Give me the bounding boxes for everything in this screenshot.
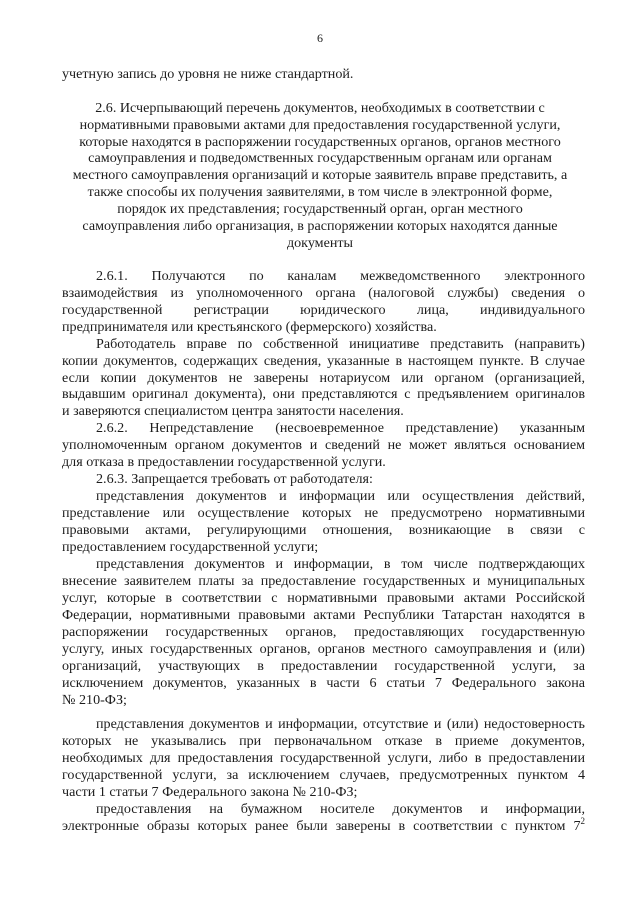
paragraph-line bbox=[96, 801, 585, 818]
section-heading-line bbox=[0, 218, 640, 235]
line-text: копии документов, содержащих сведения, указанные в настоящем пункте. В случае bbox=[62, 353, 585, 369]
paragraph-line bbox=[62, 505, 585, 522]
paragraph-line bbox=[62, 590, 585, 607]
line-text: представления документов и информации или осуществления действий, bbox=[96, 488, 585, 504]
paragraph-line bbox=[62, 658, 585, 675]
paragraph-line bbox=[62, 454, 386, 471]
line-text: самоуправления либо организация, в распоряжении которых находятся данные bbox=[82, 218, 558, 234]
line-text: также способы их получения заявителями, в том числе в электронной форме, bbox=[87, 184, 553, 200]
line-text: которых не указывались при первоначальном отказе в приеме документов, bbox=[62, 733, 585, 749]
line-text: № 210-ФЗ; bbox=[62, 692, 127, 708]
line-text: предпринимателя или крестьянского (фермерского) хозяйства. bbox=[62, 319, 437, 335]
line-text: документы bbox=[286, 235, 354, 251]
section-heading-line bbox=[0, 134, 640, 151]
paragraph-line bbox=[62, 733, 585, 750]
line-text: услуг, которые в соответствии с нормативными правовыми актами Российской bbox=[62, 590, 585, 606]
section-heading-line bbox=[0, 117, 640, 134]
paragraph-line bbox=[62, 403, 404, 420]
line-text: государственной услуги, за исключением случаев, предусмотренных пунктом 4 bbox=[62, 767, 585, 783]
paragraph-line bbox=[62, 319, 437, 336]
line-text: 2.6. Исчерпывающий перечень документов, необходимых в соответствии с bbox=[95, 100, 545, 116]
paragraph-line bbox=[62, 370, 585, 387]
paragraph-line bbox=[96, 471, 373, 488]
line-text: Федерации, нормативными правовыми актами Республики Татарстан находятся в bbox=[62, 607, 585, 623]
paragraph-line bbox=[96, 268, 585, 285]
line-text: предоставлением государственной услуги; bbox=[62, 539, 319, 555]
paragraph-line bbox=[96, 420, 585, 437]
line-text: 2.6.2. Непредставление (несвоевременное представление) указанным bbox=[96, 420, 585, 436]
paragraph-line bbox=[96, 716, 585, 733]
section-heading-line bbox=[0, 150, 640, 167]
paragraph-line bbox=[62, 675, 585, 692]
paragraph-line bbox=[62, 641, 585, 658]
line-text: самоуправления и подведомственных государственным органам или органам bbox=[88, 150, 552, 166]
line-text: необходимых для предоставления государственной услуги, либо в предоставлении bbox=[62, 750, 585, 766]
paragraph-line bbox=[62, 302, 585, 319]
paragraph-line bbox=[62, 818, 585, 835]
line-text: услугу, иных государственных органов, органов местного самоуправления и (или) bbox=[62, 641, 585, 657]
paragraph-line bbox=[96, 488, 585, 505]
section-heading-line bbox=[0, 235, 640, 252]
paragraph-line bbox=[62, 607, 585, 624]
line-text: которые находятся в распоряжении государственных органов, органов местного bbox=[79, 134, 561, 150]
line-text: взаимодействия из уполномоченного органа (налоговой службы) сведения о bbox=[62, 285, 585, 301]
line-text: уполномоченным органом документов и сведений не может являться основанием bbox=[62, 437, 585, 453]
paragraph-line bbox=[96, 556, 585, 573]
line-text: и заверяются специалистом центра занятости населения. bbox=[62, 403, 404, 419]
section-heading-line bbox=[0, 184, 640, 201]
paragraph-line bbox=[62, 66, 353, 83]
line-text: нормативными правовыми актами для предоставления государственной услуги, bbox=[79, 117, 561, 133]
paragraph-line bbox=[62, 285, 585, 302]
paragraph-line bbox=[62, 353, 585, 370]
line-text: для отказа в предоставлении государственной услуги. bbox=[62, 454, 386, 470]
paragraph-line bbox=[62, 573, 585, 590]
section-heading-line bbox=[0, 201, 640, 218]
line-text: выдавшим оригинал документа), они представляются с предъявлением оригиналов bbox=[62, 386, 585, 402]
line-text: представления документов и информации, в том числе подтверждающих bbox=[96, 556, 585, 572]
line-text: 2.6.1. Получаются по каналам межведомственного электронного bbox=[96, 268, 585, 284]
line-text: правовыми актами, регулирующими отношения, возникающие в связи с bbox=[62, 522, 585, 538]
line-text: электронные образы которых ранее были заверены в соответствии с пунктом 7 bbox=[62, 818, 581, 834]
line-text: части 1 статьи 7 Федерального закона № 210-ФЗ; bbox=[62, 784, 358, 800]
section-heading-line bbox=[0, 100, 640, 117]
line-text: организаций, участвующих в предоставлении государственной услуги, за bbox=[62, 658, 585, 674]
paragraph-line bbox=[62, 750, 585, 767]
line-text: учетную запись до уровня не ниже стандартной. bbox=[62, 66, 354, 82]
page-number: 6 bbox=[317, 31, 323, 45]
superscript: 2 bbox=[580, 816, 585, 826]
paragraph-line bbox=[62, 624, 585, 641]
line-text: предоставления на бумажном носителе документов и информации, bbox=[96, 801, 585, 817]
paragraph-line bbox=[62, 522, 585, 539]
line-text: государственной регистрации юридического лица, индивидуального bbox=[62, 302, 585, 318]
line-text: внесение заявителем платы за предоставление государственных и муниципальных bbox=[62, 573, 585, 589]
paragraph-line bbox=[62, 437, 585, 454]
line-text: представления документов и информации, отсутствие и (или) недостоверность bbox=[96, 716, 585, 732]
line-text: если копии документов не заверены нотариусом или органом (организацией, bbox=[62, 370, 585, 386]
line-text: представление или осуществление которых не предусмотрено нормативными bbox=[62, 505, 585, 521]
line-text: распоряжении государственных органов, предоставляющих государственную bbox=[62, 624, 585, 640]
line-text: местного самоуправления организаций и которые заявитель вправе представить, а bbox=[72, 167, 568, 183]
line-text: Работодатель вправе по собственной инициативе представить (направить) bbox=[96, 336, 585, 352]
paragraph-line bbox=[62, 692, 127, 709]
paragraph-line bbox=[62, 784, 357, 801]
line-text: исключением документов, указанных в части 6 статьи 7 Федерального закона bbox=[62, 675, 585, 691]
paragraph-line bbox=[62, 386, 585, 403]
paragraph-line bbox=[62, 767, 585, 784]
line-text: 2.6.3. Запрещается требовать от работодателя: bbox=[96, 471, 373, 487]
paragraph-line bbox=[62, 539, 318, 556]
section-heading-line bbox=[0, 167, 640, 184]
line-text: порядок их представления; государственный орган, орган местного bbox=[117, 201, 523, 217]
paragraph-line bbox=[96, 336, 585, 353]
